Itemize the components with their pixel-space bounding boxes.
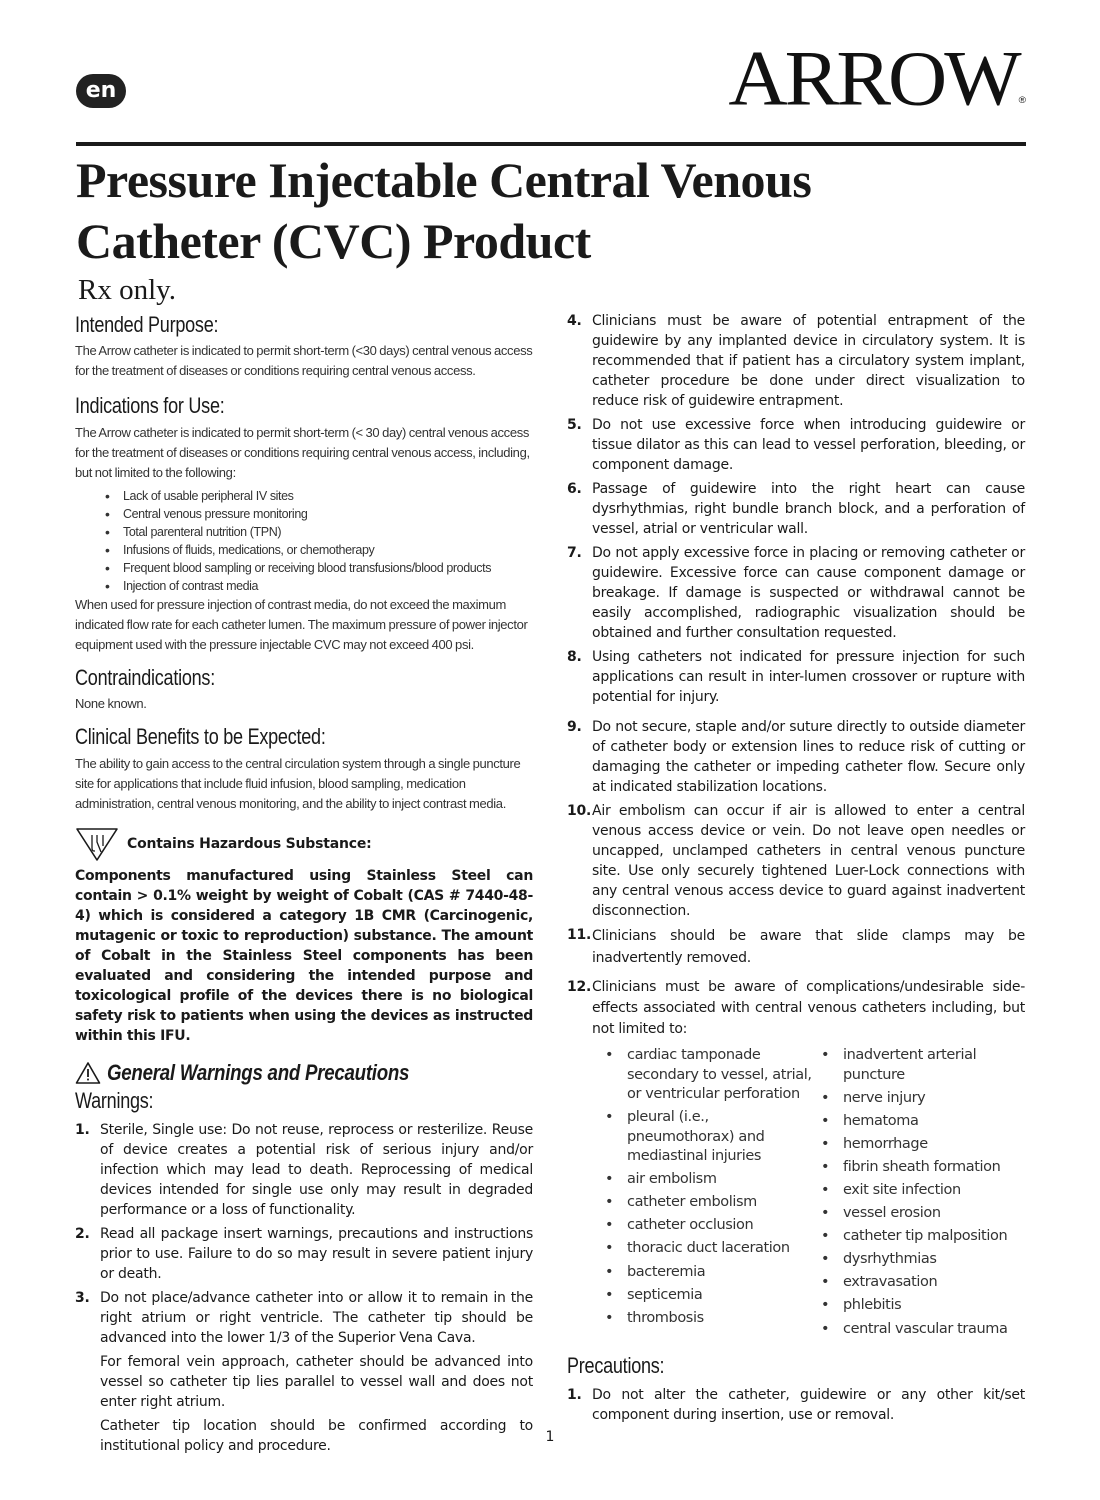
list-item: • inadvertent arterial puncture: [819, 1046, 1019, 1085]
list-item: • Total parenteral nutrition (TPN): [105, 523, 533, 541]
registered-mark: ®: [1018, 95, 1026, 106]
list-item: • cardiac tamponade secondary to vessel, atrial, or ventricular perforation: [603, 1046, 819, 1105]
list-item: • bacteremia: [603, 1263, 819, 1283]
arrow-logo: [728, 35, 1026, 122]
warning-text: Do not apply excessive force in placing or removing catheter or guidewire. Excessive force can cause component damage or breakage. If damage is suspected or withdrawal cannot be easily accomplished, radiographic visualization should be obtained and further consultation requested.: [592, 545, 1025, 641]
list-item: • exit site infection: [819, 1181, 1019, 1201]
warning-number: 2.: [75, 1225, 90, 1242]
list-item: • vessel erosion: [819, 1204, 1019, 1224]
list-item: • dysrhythmias: [819, 1250, 1019, 1270]
list-item: • pleural (i.e., pneumothorax) and mediastinal injuries: [603, 1108, 819, 1167]
hazard-header: [75, 826, 533, 862]
list-item: • thrombosis: [603, 1309, 819, 1329]
left-column: [75, 312, 533, 1456]
warning-number: 10.: [567, 803, 592, 819]
warning-number: 4.: [567, 313, 582, 329]
warning-number: 8.: [567, 649, 582, 665]
rx-only: Rx only.: [78, 274, 177, 306]
list-item: • Infusions of fluids, medications, or chemotherapy: [105, 541, 533, 559]
warning-text: Clinicians should be aware that slide clamps may be inadvertently removed.: [592, 928, 1025, 966]
warnings-heading: Warnings:: [75, 1087, 154, 1113]
indications-text: The Arrow catheter is indicated to permit short-term (< 30 day) central venous access for the treatment of diseases or conditions requiring central venous access, including, but not limited to the following:: [75, 424, 530, 480]
document-title: [76, 150, 1036, 272]
warning-text: Do not use excessive force when introducing guidewire or tissue dilator as this can lead to vessel perforation, bleeding, or component damage.: [592, 417, 1025, 473]
list-item: • catheter embolism: [603, 1193, 819, 1213]
warning-triangle-icon: [75, 1061, 101, 1085]
warning-number: 11.: [567, 927, 592, 943]
general-warnings-header: [75, 1060, 533, 1086]
right-column: [567, 311, 1025, 1425]
pressure-injection-note: When used for pressure injection of contrast media, do not exceed the maximum indicated flow rate for each catheter lumen. The maximum pressure of power injector equipment used with the pressure injectable CVC may not exceed 400 psi.: [75, 596, 528, 652]
warning-text: Do not place/advance catheter into or allow it to remain in the right atrium or right ventricle. The catheter tip should be advanced into the lower 1/3 of the Superior Vena Cava.: [100, 1289, 533, 1346]
list-item: • extravasation: [819, 1273, 1019, 1293]
list-item: • thoracic duct laceration: [603, 1239, 819, 1259]
list-item: • catheter tip malposition: [819, 1227, 1019, 1247]
warning-item: [567, 415, 1025, 475]
warning-text: Catheter tip location should be confirmed according to institutional policy and procedure.: [100, 1417, 533, 1454]
intended-purpose-text: The Arrow catheter is indicated to permit short-term (<30 days) central venous access for the treatment of diseases or conditions requiring central venous access.: [75, 343, 533, 379]
title-line-1: Pressure Injectable Central Venous: [76, 152, 812, 208]
contraindications-text: None known.: [75, 696, 147, 712]
warning-number: 12.: [567, 979, 592, 995]
warning-text: Using catheters not indicated for pressure injection for such applications can result in inter-lumen crossover or rupture with potential for injury.: [592, 649, 1025, 705]
warning-text: Clinicians must be aware of complications/undesirable side-effects associated with central venous catheters including, but not limited to:: [592, 979, 1025, 1037]
warning-text: Read all package insert warnings, precautions and instructions prior to use. Failure to do so may result in severe patient injury or death.: [100, 1225, 533, 1282]
logo-text: ARROW: [728, 35, 1019, 122]
warning-number: 7.: [567, 545, 582, 561]
hazardous-substance-icon: [75, 826, 119, 862]
hazard-text: Components manufactured using Stainless Steel can contain > 0.1% weight by weight of Cobalt (CAS # 7440-48-4) which is considered a category 1B CMR (Carcinogenic, mutagenic or toxic to reproduction) substance. The amount of Cobalt in the Stainless Steel components has been evaluated and considering the intended purpose and toxicological profile of the devices there is no biological safety risk to patients when using the devices as instructed within this IFU.: [75, 867, 533, 1044]
language-badge: en: [76, 74, 126, 108]
header-rule: [76, 142, 1026, 146]
warning-text: Clinicians must be aware of potential entrapment of the guidewire by any implanted device in circulatory system. It is recommended that if patient has a circulatory system implant, catheter procedure be done under direct visualization to reduce risk of guidewire entrapment.: [592, 313, 1025, 409]
warnings-list-left: [75, 1120, 533, 1456]
list-item: • Lack of usable peripheral IV sites: [105, 487, 533, 505]
warning-item: [75, 1120, 533, 1220]
benefits-text: The ability to gain access to the central circulation system through a single puncture site for applications that include fluid infusion, blood sampling, medication administration, central venous monitoring, and the ability to inject contrast media.: [75, 755, 521, 811]
warning-item: [567, 717, 1025, 797]
complications-list: [567, 1046, 1025, 1343]
benefits-heading: Clinical Benefits to be Expected:: [75, 724, 326, 750]
indications-list: [75, 487, 533, 595]
list-item: • central vascular trauma: [819, 1320, 1019, 1340]
precautions-heading: Precautions:: [567, 1352, 665, 1378]
warning-number: 5.: [567, 417, 582, 433]
list-item: • hemorrhage: [819, 1135, 1019, 1155]
list-item: • nerve injury: [819, 1089, 1019, 1109]
warning-item: [75, 1224, 533, 1284]
intended-purpose-heading: Intended Purpose:: [75, 312, 219, 337]
precaution-item: [567, 1385, 1025, 1425]
warning-text: For femoral vein approach, catheter should be advanced into vessel so catheter tip lies parallel to vessel wall and does not enter right atrium.: [100, 1353, 533, 1410]
contraindications-heading: Contraindications:: [75, 664, 215, 690]
list-item: • phlebitis: [819, 1296, 1019, 1316]
warning-item: [567, 977, 1025, 1040]
warning-number: 9.: [567, 719, 582, 735]
warning-text: Do not secure, staple and/or suture directly to outside diameter of catheter body or extension lines to reduce risk of cutting or damaging the catheter or impeding catheter flow. Secure only at indicated stabilization locations.: [592, 719, 1025, 795]
warning-item: [567, 543, 1025, 643]
precaution-number: 1.: [567, 1387, 582, 1404]
page-number: 1: [545, 1429, 555, 1445]
list-item: • Injection of contrast media: [105, 577, 533, 595]
indications-heading: Indications for Use:: [75, 393, 225, 419]
precaution-text: Do not alter the catheter, guidewire or any other kit/set component during insertion, use or removal.: [592, 1387, 1025, 1424]
list-item: • septicemia: [603, 1286, 819, 1306]
warning-item: [567, 801, 1025, 921]
warning-item: [567, 311, 1025, 411]
warning-text: Sterile, Single use: Do not reuse, reprocess or resterilize. Reuse of device creates a potential risk of serious injury and/or infection which may lead to death. Reprocessing of medical devices intended for single use only may result in degraded performance or a loss of functionality.: [100, 1121, 533, 1218]
list-item: • catheter occlusion: [603, 1216, 819, 1236]
general-warnings-heading: General Warnings and Precautions: [107, 1059, 410, 1085]
list-item: • hematoma: [819, 1112, 1019, 1132]
warning-number: 1.: [75, 1121, 90, 1138]
list-item: • Frequent blood sampling or receiving blood transfusions/blood products: [105, 559, 533, 577]
complications-column-right: [819, 1046, 1019, 1343]
warning-number: 6.: [567, 481, 582, 497]
warning-text: Air embolism can occur if air is allowed to enter a central venous access device or vein. Do not leave open needles or uncapped, unclamped catheters in central venous puncture site. Use only securely tightened Luer-Lock connections with any central venous access device to guard against inadvertent disconnection.: [592, 803, 1025, 919]
warning-item: [567, 925, 1025, 969]
complications-column-left: [603, 1046, 819, 1343]
warning-item: [567, 479, 1025, 539]
hazard-heading: Contains Hazardous Substance:: [127, 835, 372, 852]
list-item: • fibrin sheath formation: [819, 1158, 1019, 1178]
warning-text: Passage of guidewire into the right heart can cause dysrhythmias, right bundle branch block, and a perforation of vessel, atrial or ventricular wall.: [592, 481, 1025, 537]
warnings-list-right: [567, 311, 1025, 1040]
warning-item: [567, 647, 1025, 707]
warning-number: 3.: [75, 1289, 90, 1306]
precautions-list: [567, 1385, 1025, 1425]
list-item: • Central venous pressure monitoring: [105, 505, 533, 523]
list-item: • air embolism: [603, 1170, 819, 1190]
title-line-2: Catheter (CVC) Product: [76, 213, 591, 269]
